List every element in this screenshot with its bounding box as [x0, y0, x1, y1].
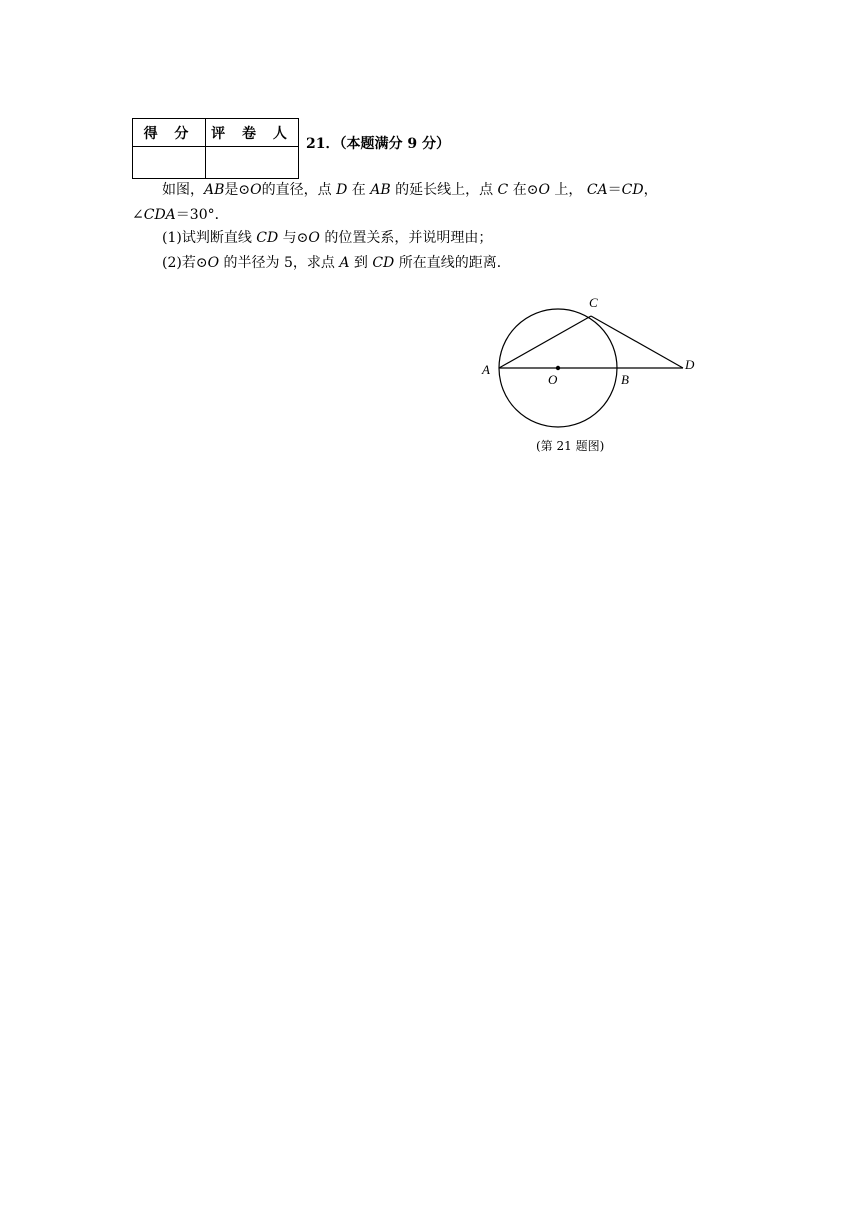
question-stem-line-1: 如图，AB是⊙O的直径，点 D 在 AB 的延长线上，点 C 在⊙O 上， CA＝CD，: [162, 182, 658, 198]
label-o: O: [548, 372, 558, 387]
score-cell[interactable]: [133, 147, 206, 179]
label-a: A: [482, 362, 490, 377]
center-point-o: [556, 366, 560, 370]
question-part-1: (1)试判断直线 CD 与⊙O 的位置关系，并说明理由；: [162, 230, 493, 246]
score-label: 得 分: [133, 119, 206, 147]
grader-cell[interactable]: [206, 147, 299, 179]
label-d: D: [685, 357, 695, 372]
grader-label: 评 卷 人: [206, 119, 299, 147]
question-heading: 21．（本题满分 9 分）: [306, 136, 450, 152]
label-c: C: [589, 295, 598, 310]
geometry-figure: [470, 290, 710, 435]
figure-caption: (第 21 题图): [536, 439, 605, 453]
question-part-2: (2)若⊙O 的半径为 5，求点 A 到 CD 所在直线的距离．: [162, 255, 511, 271]
score-box: [132, 118, 299, 179]
question-stem-line-2: ∠CDA＝30°．: [132, 207, 229, 223]
line-cd: [591, 316, 683, 368]
line-ac: [499, 316, 591, 368]
label-b: B: [621, 372, 629, 387]
